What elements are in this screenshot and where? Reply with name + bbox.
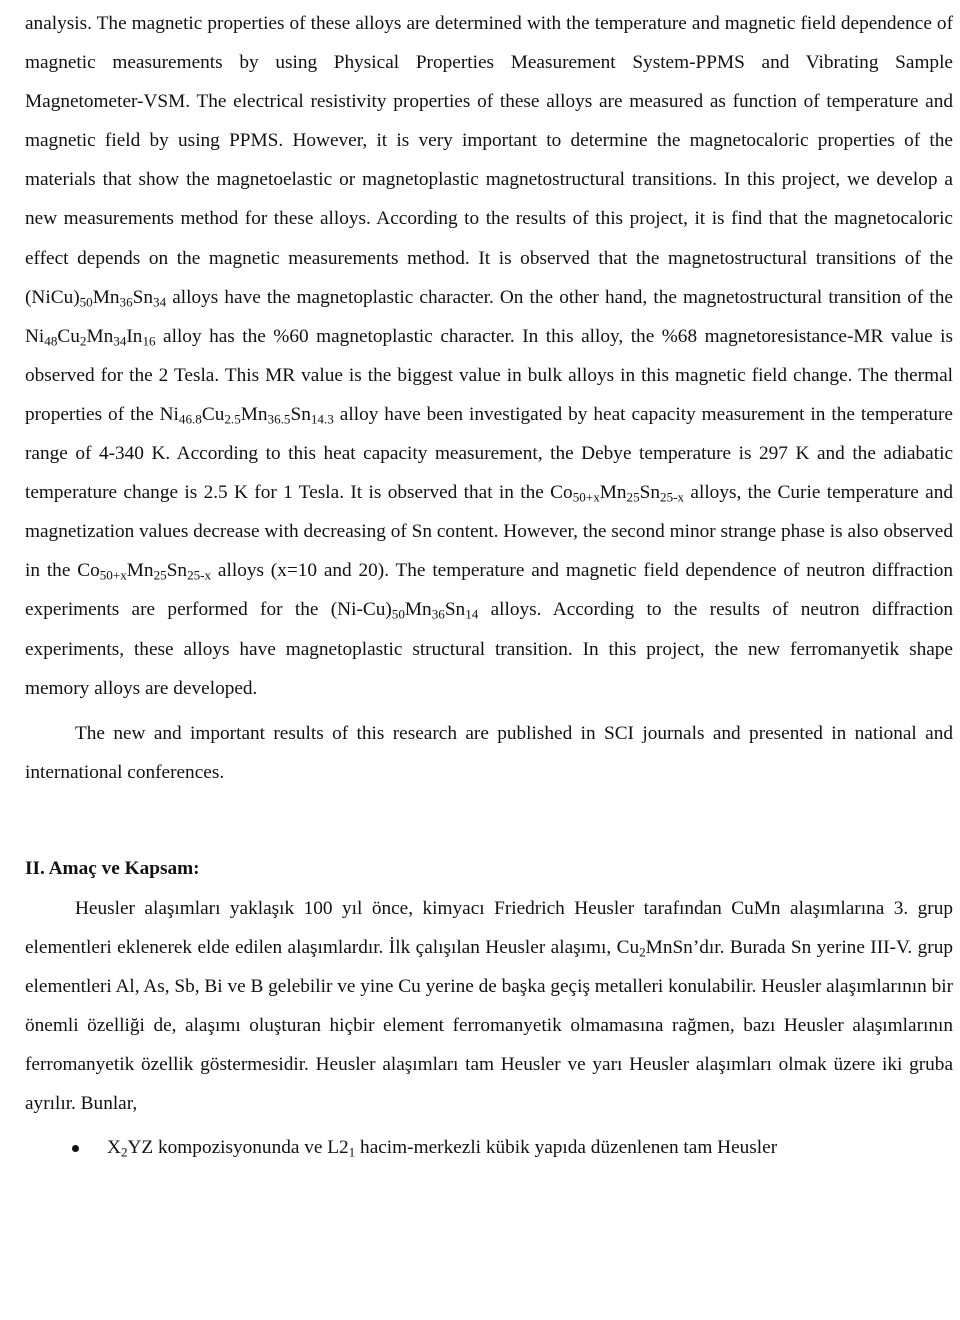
bullet-item xyxy=(25,1128,953,1167)
text-run: Sn xyxy=(132,286,154,308)
section-heading: II. Amaç ve Kapsam: xyxy=(25,857,200,879)
subscript: 25 xyxy=(626,489,640,505)
text-run: Sn xyxy=(166,560,188,582)
paragraph-results xyxy=(25,4,953,708)
subscript: 36 xyxy=(431,607,445,623)
text-run: MnSn’dır. Burada Sn yerine III-V. grup elementleri Al, As, Sb, Bi ve B gelebilir ve yine Cu yerine de başka geçiş metalleri konulabilir. Heusler alaşımlarının bir önemli özelliği de, alaşımı oluşturan hiçbir element ferromanyetik olmamasına rağmen, bazı Heusler alaşımlarının ferromanyetik özellik göstermesidir. Heusler alaşımları tam Heusler ve yarı Heusler alaşımları olmak üzere iki gruba ayrılır. Bunlar, xyxy=(25,937,953,1115)
text-run: Sn xyxy=(290,403,311,425)
subscript: 50+x xyxy=(572,489,600,505)
text-run: alloys have the magnetoplastic character. On the other hand, the magnetostructural transition of the Ni xyxy=(25,286,953,347)
text-run: Mn xyxy=(86,325,114,347)
text-run: Sn xyxy=(639,482,661,504)
subscript: 50 xyxy=(79,294,93,310)
text-run: Mn xyxy=(126,560,154,582)
subscript: 1 xyxy=(348,1144,356,1160)
text-run: YZ kompozisyonunda ve L2 xyxy=(127,1136,349,1158)
subscript: 36.5 xyxy=(267,411,291,427)
text-run: alloys. According to the results of neutron diffraction experiments, these alloys have magnetoplastic structural transition. In this project, the new ferromanyetik shape memory alloys are developed. xyxy=(25,599,953,699)
text-run: alloys, the Curie temperature and magnetization values decrease with decreasing of Sn content. However, the second minor strange phase is also observed in the Co xyxy=(25,482,953,582)
subscript: 2 xyxy=(120,1144,128,1160)
subscript: 34 xyxy=(153,294,167,310)
text-run: hacim-merkezli kübik yapıda düzenlenen tam Heusler xyxy=(355,1136,778,1158)
text-run: alloy have been investigated by heat capacity measurement in the temperature range of 4-340 K. According to this heat capacity measurement, the Debye temperature is 297 K and the adiabatic temperature change is 2.5 K for 1 Tesla. It is observed that in the Co xyxy=(25,403,953,504)
subscript: 2 xyxy=(79,333,87,349)
text-run: Mn xyxy=(240,403,268,425)
subscript: 46.8 xyxy=(178,411,202,427)
text-run: Mn xyxy=(404,599,432,621)
text-run: Mn xyxy=(92,286,120,308)
subscript: 14 xyxy=(465,607,479,623)
subscript: 34 xyxy=(113,333,127,349)
subscript: 16 xyxy=(142,333,156,349)
text-run: In xyxy=(126,325,143,347)
text-run: Cu xyxy=(57,325,80,347)
subscript: 14.3 xyxy=(310,411,334,427)
text-run: Cu xyxy=(201,403,225,425)
text-run: Sn xyxy=(444,599,466,621)
subscript: 50 xyxy=(391,607,405,623)
subscript: 36 xyxy=(119,294,133,310)
bullet-dot-icon xyxy=(72,1145,79,1152)
subscript: 25-x xyxy=(187,567,212,583)
paragraph-heusler xyxy=(25,889,953,1124)
subscript: 2 xyxy=(639,944,646,960)
text-run: Heusler alaşımları yaklaşık 100 yıl önce, kimyacı Friedrich Heusler tarafından CuMn alaşımlarına 3. grup elementleri eklenerek elde edilen alaşımlardır. İlk çalışılan Heusler alaşımı, Cu xyxy=(25,897,953,959)
text-run: X xyxy=(107,1136,121,1158)
subscript: 25-x xyxy=(660,489,685,505)
subscript: 50+x xyxy=(99,567,127,583)
text-run: alloys (x=10 and 20). The temperature and magnetic field dependence of neutron diffraction experiments are performed for the (Ni-Cu) xyxy=(25,560,953,621)
paragraph-publications: The new and important results of this research are published in SCI journals and presented in national and international conferences. xyxy=(25,722,953,783)
document-page xyxy=(25,4,953,1167)
subscript: 48 xyxy=(44,333,58,349)
text-run: Mn xyxy=(599,482,627,504)
subscript: 2.5 xyxy=(224,411,241,427)
text-run: alloy has the %60 magnetoplastic character. In this alloy, the %68 magnetoresistance-MR value is observed for the 2 Tesla. This MR value is the biggest value in bulk alloys in this magnetic field change. The thermal properties of the Ni xyxy=(25,325,953,425)
text-run: analysis. The magnetic properties of these alloys are determined with the temperature and magnetic field dependence of magnetic measurements by using Physical Properties Measurement System-PPMS and Vibrating Sample Magnetometer-VSM. The electrical resistivity properties of these alloys are measured as function of temperature and magnetic field by using PPMS. However, it is very important to determine the magnetocaloric properties of the materials that show the magnetoelastic or magnetoplastic magnetostructural transitions. In this project, we develop a new measurements method for these alloys. According to the results of this project, it is find that the magnetocaloric effect depends on the magnetic measurements method. It is observed that the magnetostructural transitions of the (NiCu) xyxy=(25,13,953,308)
subscript: 25 xyxy=(153,567,167,583)
